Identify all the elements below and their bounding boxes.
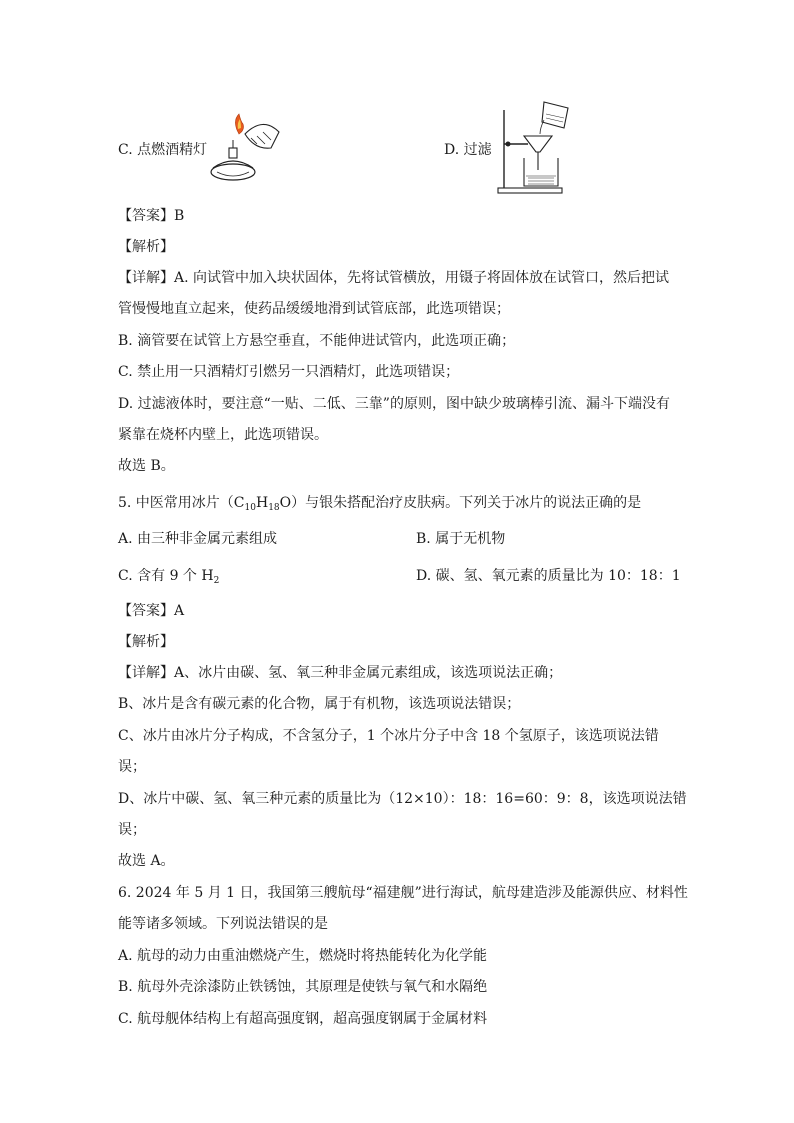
q4-d-line2: 紧靠在烧杯内壁上，此选项错误。 (118, 427, 328, 443)
q4-d-line1: D. 过滤液体时，要注意“一贴、二低、三靠”的原则，图中缺少玻璃棒引流、漏斗下端没有 (118, 396, 670, 412)
filtration-figure (496, 98, 576, 194)
q5-stem-rest: O）与银朱搭配治疗皮肤病。下列关于冰片的说法正确的是 (279, 495, 642, 511)
q5-option-b: B. 属于无机物 (416, 531, 506, 547)
q5-stem (118, 493, 641, 518)
q5-analysis-title: 【解析】 (118, 634, 174, 650)
q5-option-c-text: C. 含有 9 个 H (118, 568, 214, 584)
q4-detail-line2: 管慢慢地直立起来，使药品缓缓地滑到试管底部，此选项错误； (118, 301, 510, 317)
q4-answer: 【答案】B (118, 208, 185, 224)
q5-option-d: D. 碳、氢、氧元素的质量比为 10：18：1 (416, 568, 681, 584)
q5-detail-a: 【详解】A、冰片由碳、氢、氧三种非金属元素组成，该选项说法正确； (118, 665, 563, 681)
q4-detail-line1: 【详解】A. 向试管中加入块状固体，先将试管横放，用镊子将固体放在试管口，然后把试 (118, 270, 670, 286)
q4-choice: 故选 B。 (118, 458, 175, 474)
q4-analysis-title: 【解析】 (118, 239, 174, 255)
q5-sub-carbon: 10 (244, 503, 256, 513)
q5-detail-c2: 误； (118, 759, 146, 775)
q6-option-b: B. 航母外壳涂漆防止铁锈蚀，其原理是使铁与氧气和水隔绝 (118, 979, 488, 995)
q5-sub-hydrogen: 18 (268, 503, 280, 513)
q4-c-line: C. 禁止用一只酒精灯引燃另一只酒精灯，此选项错误； (118, 364, 460, 380)
q5-detail-d2: 误； (118, 822, 146, 838)
option-c-label: C. 点燃酒精灯 (118, 142, 208, 158)
q5-choice: 故选 A。 (118, 853, 175, 869)
q5-detail-c1: C、冰片由冰片分子构成，不含氢分子，1 个冰片分子中含 18 个氢原子，该选项说法错 (118, 728, 659, 744)
q5-detail-b: B、冰片是含有碳元素的化合物，属于有机物，该选项说法错误； (118, 696, 521, 712)
q6-option-a: A. 航母的动力由重油燃烧产生，燃烧时将热能转化为化学能 (118, 948, 488, 964)
q6-stem-line1: 6. 2024 年 5 月 1 日，我国第三艘航母“福建舰”进行海试，航母建造涉及能源供应、材料性 (118, 885, 688, 901)
q5-answer: 【答案】A (118, 603, 185, 619)
q4-b-line: B. 滴管要在试管上方悬空垂直，不能伸进试管内，此选项正确； (118, 333, 516, 349)
q5-option-a: A. 由三种非金属元素组成 (118, 531, 278, 547)
q5-detail-d1: D、冰片中碳、氢、氧三种元素的质量比为（12×10）：18：16=60：9：8，该选项说法错 (118, 791, 687, 807)
q5-option-c (118, 566, 219, 591)
alcohol-lamp-figure (205, 110, 285, 190)
q6-option-c: C. 航母舰体结构上有超高强度钢，超高强度钢属于金属材料 (118, 1011, 488, 1027)
option-d-label: D. 过滤 (444, 142, 492, 158)
q6-stem-line2: 能等诸多领域。下列说法错误的是 (118, 916, 328, 932)
q5-option-c-sub: 2 (213, 576, 220, 586)
q5-stem-prefix: 5. 中医常用冰片（C (118, 495, 245, 511)
q5-stem-h: H (255, 495, 269, 511)
